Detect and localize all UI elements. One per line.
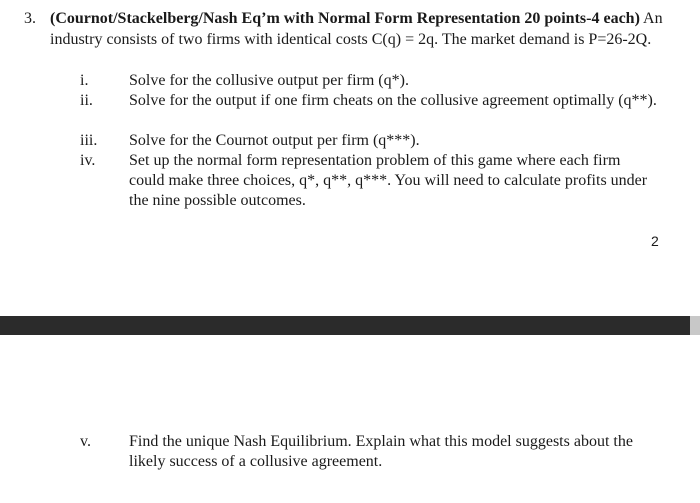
sub-question-text: Find the unique Nash Equilibrium. Explain what this model suggests about the likely success of a collusive agreement. bbox=[129, 433, 633, 470]
roman-numeral: ii. bbox=[80, 92, 93, 109]
sub-question-text: Solve for the collusive output per firm (q*). bbox=[129, 72, 409, 89]
roman-numeral: i. bbox=[80, 72, 89, 89]
page-break-edge bbox=[690, 316, 700, 335]
page-number: 2 bbox=[651, 233, 659, 249]
question-3 bbox=[24, 8, 664, 50]
sub-question-text: Solve for the output if one firm cheats on the collusive agreement optimally (q**). bbox=[129, 92, 657, 109]
sub-question-text: Solve for the Cournot output per firm (q***). bbox=[129, 132, 420, 149]
roman-numeral: v. bbox=[80, 433, 91, 450]
question-number: 3. bbox=[24, 10, 36, 27]
roman-numeral: iii. bbox=[80, 132, 98, 149]
question-title: (Cournot/Stackelberg/Nash Eq’m with Normal Form Representation 20 points-4 each) bbox=[50, 10, 640, 27]
question-stem bbox=[50, 8, 664, 50]
sub-question-text: Set up the normal form representation problem of this game where each firm could make three choices, q*, q**, q***. You will need to calculate profits under the nine possible outcomes. bbox=[129, 152, 648, 209]
question-body: An industry consists of two firms with identical costs C(q) = 2q. The market demand is P=26-2Q. bbox=[50, 10, 663, 48]
roman-numeral: iv. bbox=[80, 152, 96, 169]
page-break-divider bbox=[0, 316, 690, 335]
